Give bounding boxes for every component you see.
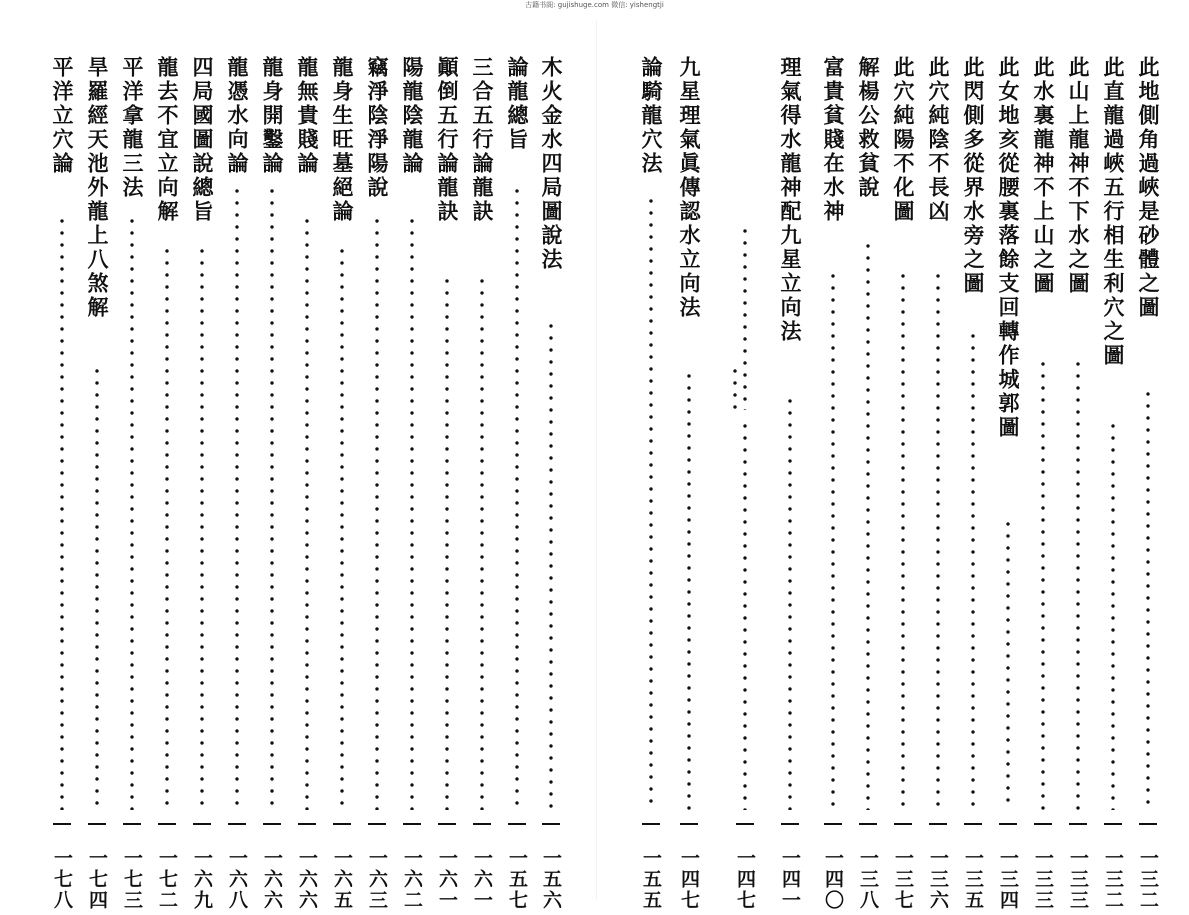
toc-entry[interactable] (993, 0, 1023, 915)
toc-entry[interactable] (152, 0, 182, 915)
toc-entry[interactable] (432, 0, 462, 915)
toc-entry-page: 一四七 (734, 848, 756, 911)
page-number-dash (193, 823, 211, 825)
page-number-dash (158, 823, 176, 825)
leader-dots (649, 195, 653, 810)
page-number-dash (929, 823, 947, 825)
page-number-dash (824, 823, 842, 825)
page-number-dash (263, 823, 281, 825)
leader-dots (831, 270, 835, 810)
page-number-dash (53, 823, 71, 825)
toc-entry[interactable] (82, 0, 112, 915)
page-number-dash (88, 823, 106, 825)
toc-entry-page: 一三六 (927, 848, 949, 911)
page-number-dash (736, 823, 754, 825)
toc-entry[interactable] (117, 0, 147, 915)
page-number-dash (894, 823, 912, 825)
leader-dots (480, 275, 484, 810)
toc-entry[interactable] (1098, 0, 1128, 915)
toc-entry-title: 此穴純陰不長凶 (926, 56, 951, 224)
toc-entry[interactable] (397, 0, 427, 915)
toc-entry[interactable] (362, 0, 392, 915)
page-number-dash (680, 823, 698, 825)
toc-entry-title: 此直龍過峽五行相生利穴之圖 (1101, 56, 1126, 368)
toc-entry-title: 平洋立穴論 (50, 56, 75, 176)
toc-entry-page: 一七八 (51, 848, 73, 911)
leader-dots (375, 215, 379, 810)
toc-entry[interactable] (958, 0, 988, 915)
leader-dots (515, 185, 519, 810)
page-number-dash (438, 823, 456, 825)
toc-entry-page: 一七四 (86, 848, 108, 911)
leader-dots (130, 215, 134, 810)
leader-dots-group (730, 225, 758, 410)
toc-entry[interactable] (818, 0, 848, 915)
leader-dots (901, 270, 905, 810)
toc-entry-page: 一六六 (261, 848, 283, 911)
toc-entry[interactable] (888, 0, 918, 915)
leader-dots (95, 365, 99, 810)
header-watermark-note: 古籍书阁: gujishuge.com 微信: yishengtji (525, 1, 664, 9)
leader-dots (971, 330, 975, 810)
leader-dots (743, 420, 747, 810)
leader-dots (788, 395, 792, 810)
page-number-dash (964, 823, 982, 825)
toc-entry[interactable] (47, 0, 77, 915)
toc-entry-title: 九星理氣眞傳認水立向法 (677, 56, 702, 320)
page-number-dash (999, 823, 1017, 825)
page-number-dash (781, 823, 799, 825)
leader-dots (445, 275, 449, 810)
toc-entry-title: 此山上龍神不下水之圖 (1066, 56, 1091, 296)
toc-entry-title: 陽龍陰龍論 (400, 56, 425, 176)
leader-dots (1006, 518, 1010, 810)
page-number-dash (1139, 823, 1157, 825)
toc-entry-page: 一六六 (296, 848, 318, 911)
toc-entry-page: 一三二 (1102, 848, 1124, 911)
toc-entry-title: 富貴貧賤在水神 (821, 56, 846, 224)
toc-entry-page: 一四一 (779, 848, 801, 911)
leader-dots (733, 365, 737, 410)
toc-entry-title: 論騎龍穴法 (639, 56, 664, 176)
toc-entry-title: 四局國圖說總旨 (190, 56, 215, 224)
toc-entry[interactable] (502, 0, 532, 915)
page-number-dash (542, 823, 560, 825)
page-divider (596, 20, 597, 900)
toc-entry-page: 一六一 (471, 848, 493, 911)
toc-entry-title: 龍無貴賤論 (295, 56, 320, 176)
leader-dots (410, 215, 414, 810)
toc-entry-page: 一四〇 (822, 848, 844, 911)
leader-dots (1146, 388, 1150, 810)
toc-entry[interactable] (775, 0, 805, 915)
leader-dots (340, 245, 344, 810)
page-number-dash (1104, 823, 1122, 825)
toc-entry-title: 龍去不宜立向解 (155, 56, 180, 224)
leader-dots (549, 320, 553, 810)
toc-entry[interactable] (222, 0, 252, 915)
toc-entry-page: 一五五 (640, 848, 662, 911)
toc-entry[interactable] (1028, 0, 1058, 915)
toc-entry-page: 一三八 (857, 848, 879, 911)
toc-entry-page: 一五六 (540, 848, 562, 911)
toc-entry-page: 一六五 (331, 848, 353, 911)
toc-entry-page: 一三七 (892, 848, 914, 911)
toc-entry[interactable] (187, 0, 217, 915)
toc-entry-title: 三合五行論龍訣 (470, 56, 495, 224)
leader-dots (305, 215, 309, 810)
toc-entry-page: 一六三 (366, 848, 388, 911)
toc-entry[interactable] (327, 0, 357, 915)
toc-entry-title: 論龍總旨 (505, 56, 530, 152)
toc-entry-page: 一三五 (962, 848, 984, 911)
leader-dots (1041, 358, 1045, 810)
leader-dots (866, 240, 870, 810)
leader-dots (270, 185, 274, 810)
toc-entry-page: 一七二 (156, 848, 178, 911)
page-number-dash (1069, 823, 1087, 825)
page-number-dash (298, 823, 316, 825)
leader-dots (235, 185, 239, 810)
toc-entry-page: 一七三 (121, 848, 143, 911)
toc-entry[interactable] (636, 0, 666, 915)
toc-entry-title: 此女地亥從腰裏落餘支回轉作城郭圖 (996, 56, 1021, 440)
leader-dots (936, 270, 940, 810)
toc-entry-page: 一六九 (191, 848, 213, 911)
page-number-dash (473, 823, 491, 825)
toc-entry[interactable] (467, 0, 497, 915)
toc-entry-title: 龍憑水向論 (225, 56, 250, 176)
toc-entry-title: 理氣得水龍神配九星立向法 (778, 56, 803, 344)
page-number-dash (403, 823, 421, 825)
toc-entry-page: 一六八 (226, 848, 248, 911)
toc-entry[interactable] (923, 0, 953, 915)
page-number-dash (1034, 823, 1052, 825)
toc-entry-title: 顚倒五行論龍訣 (435, 56, 460, 224)
leader-dots (1076, 358, 1080, 810)
toc-entry-title: 平洋拿龍三法 (120, 56, 145, 200)
page-number-dash (123, 823, 141, 825)
toc-entry-title: 此地側角過峽是砂體之圖 (1136, 56, 1161, 320)
page-number-dash (642, 823, 660, 825)
toc-entry-page: 一三三 (1032, 848, 1054, 911)
toc-entry-page: 一五七 (506, 848, 528, 911)
toc-entry[interactable] (292, 0, 322, 915)
leader-dots (60, 215, 64, 810)
leader-dots (165, 245, 169, 810)
toc-entry-title: 木火金水四局圖說法 (539, 56, 564, 272)
toc-entry[interactable] (536, 0, 566, 915)
toc-entry-title: 旱羅經天池外龍上八煞解 (85, 56, 110, 320)
toc-entry-title: 解楊公救貧說 (856, 56, 881, 200)
page-number-dash (508, 823, 526, 825)
toc-entry-title: 竊淨陰淨陽說 (365, 56, 390, 200)
page-number-dash (333, 823, 351, 825)
page-number-dash (368, 823, 386, 825)
leader-dots (687, 370, 691, 810)
toc-entry[interactable] (674, 0, 704, 915)
page-number-dash (228, 823, 246, 825)
toc-entry-page: 一三二 (1137, 848, 1159, 911)
toc-entry[interactable] (257, 0, 287, 915)
page-number-dash (859, 823, 877, 825)
toc-entry-title: 此穴純陽不化圖 (891, 56, 916, 224)
toc-entry-page: 一三四 (997, 848, 1019, 911)
toc-entry-title: 此水裏龍神不上山之圖 (1031, 56, 1056, 296)
toc-entry-page: 一六二 (401, 848, 423, 911)
toc-entry-page: 一六一 (436, 848, 458, 911)
toc-entry-title: 龍身生旺墓絕論 (330, 56, 355, 224)
toc-entry[interactable] (853, 0, 883, 915)
toc-entry[interactable] (1063, 0, 1093, 915)
toc-entry-continuation[interactable] (730, 0, 760, 915)
toc-entry[interactable] (1133, 0, 1163, 915)
leader-dots (200, 245, 204, 810)
toc-entry-title: 龍身開鑿論 (260, 56, 285, 176)
leader-dots (743, 225, 747, 410)
leader-dots (1111, 420, 1115, 810)
toc-entry-page: 一四七 (678, 848, 700, 911)
toc-entry-title: 此閃側多從界水旁之圖 (961, 56, 986, 296)
toc-entry-page: 一三三 (1067, 848, 1089, 911)
